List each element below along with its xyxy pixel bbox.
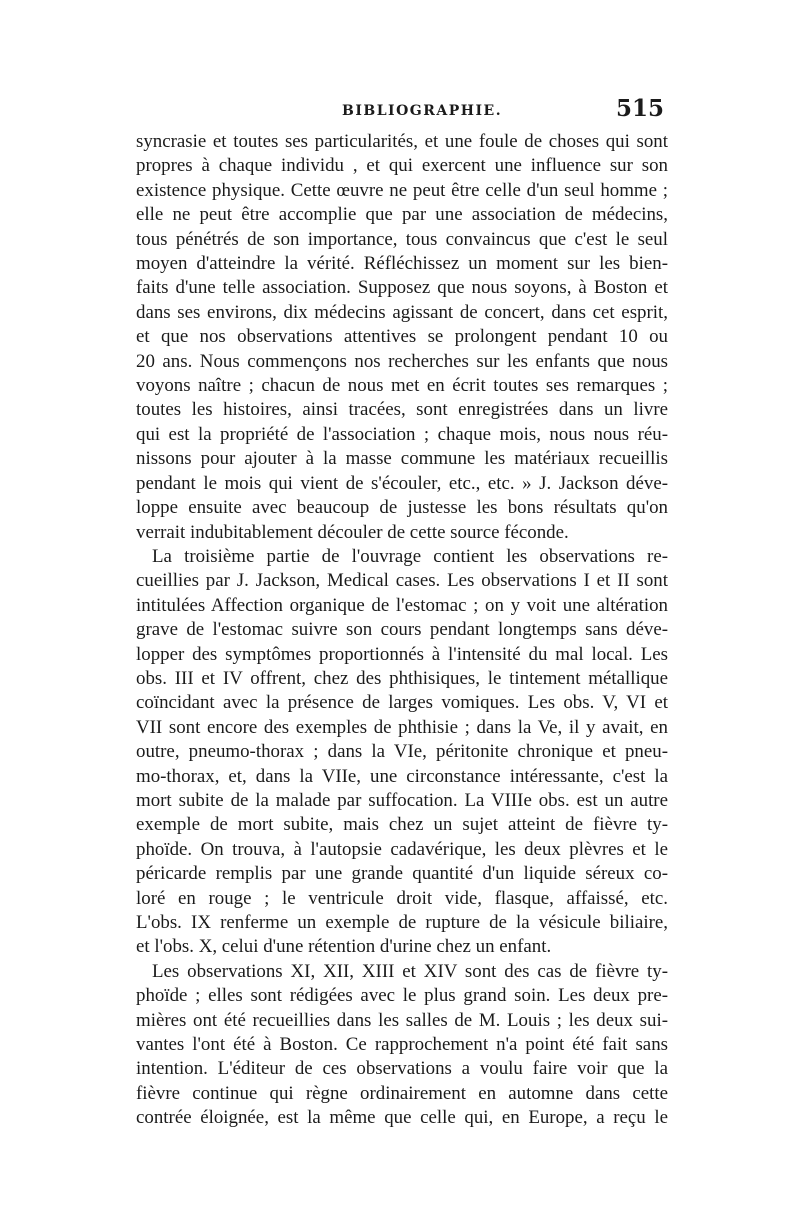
paragraph-3 [136,960,668,1131]
text-line: syncrasie et toutes ses particularités, et une foule de choses qui sont [136,131,668,152]
text-line: fièvre continue qui règne ordinairement en automne dans cette [136,1082,668,1104]
text-line: exemple de mort subite, mais chez un sujet atteint de fièvre ty- [136,814,668,836]
page-number: 515 [615,95,664,122]
text-line: loppe ensuite avec beaucoup de justesse les bons résultats qu'on [136,497,668,519]
text-line: vantes l'ont été à Boston. Ce rapprochement n'a point été fait sans [136,1034,668,1056]
text-line: qui est la propriété de l'association ; chaque mois, nous nous réu- [136,423,668,445]
text-line: et l'obs. X, celui d'une rétention d'urine chez un enfant. [136,936,552,958]
text-line: propres à chaque individu , et qui exercent une influence sur son [136,155,668,177]
text-line: La troisième partie de l'ouvrage contient les observations re- [152,545,668,567]
text-line: contrée éloignée, est la même que celle qui, en Europe, a reçu le [136,1107,668,1129]
text-line: existence physique. Cette œuvre ne peut être celle d'un seul homme ; [136,179,668,201]
text-line: phoïde ; elles sont rédigées avec le plus grand soin. Les deux pre- [136,985,668,1007]
text-line: mort subite de la malade par suffocation. La VIIIe obs. est un autre [136,789,668,811]
text-line: loré en rouge ; le ventricule droit vide, flasque, affaissé, etc. [136,887,668,909]
text-line: intention. L'éditeur de ces observations a voulu faire voir que la [136,1058,668,1080]
text-line: L'obs. IX renferme un exemple de rupture de la vésicule biliaire, [136,912,668,933]
text-line: coïncidant avec la présence de larges vomiques. Les obs. V, VI et [136,692,668,714]
text-line: moyen d'atteindre la vérité. Réfléchissez un moment sur les bien- [136,253,668,275]
text-line: VII sont encore des exemples de phthisie ; dans la Ve, il y avait, en [136,716,668,738]
page-header [136,95,666,127]
text-line: toutes les histoires, ainsi tracées, sont enregistrées dans un livre [136,399,668,421]
text-line: cueillies par J. Jackson, Medical cases. Les observations I et II sont [136,570,668,592]
paragraph-2 [136,545,668,960]
text-line: 20 ans. Nous commençons nos recherches sur les enfants que nous [136,350,668,372]
text-line: lopper des symptômes proportionnés à l'intensité du mal local. Les [136,643,668,665]
body-text [136,130,668,1131]
running-head: BIBLIOGRAPHIE. [342,103,503,119]
text-line: intitulées Affection organique de l'estomac ; on y voit une altération [136,594,668,616]
text-line: dans ses environs, dix médecins agissant de concert, dans cet esprit, [136,301,668,323]
text-line: grave de l'estomac suivre son cours pendant longtemps sans déve- [136,619,668,641]
text-line: mo-thorax, et, dans la VIIe, une circonstance intéressante, c'est la [136,765,668,787]
text-line: péricarde remplis par une grande quantité d'un liquide séreux co- [136,863,668,885]
text-line: pendant le mois qui vient de s'écouler, etc., etc. » J. Jackson déve- [136,472,668,494]
text-line: elle ne peut être accomplie que par une association de médecins, [136,204,668,226]
text-line: nissons pour ajouter à la masse commune les matériaux recueillis [136,448,668,470]
text-line: obs. III et IV offrent, chez des phthisiques, le tintement métallique [136,667,668,689]
paragraph-1 [136,130,668,545]
text-line: voyons naître ; chacun de nous met en écrit toutes ses remarques ; [136,375,668,397]
text-line: tous pénétrés de son importance, tous convaincus que c'est le seul [136,228,668,250]
text-line: outre, pneumo-thorax ; dans la VIe, péritonite chronique et pneu- [136,741,668,763]
text-line: et que nos observations attentives se prolongent pendant 10 ou [136,326,668,348]
text-line: mières ont été recueillies dans les salles de M. Louis ; les deux sui- [136,1009,668,1031]
text-line: Les observations XI, XII, XIII et XIV sont des cas de fièvre ty- [152,960,668,982]
text-line: verrait indubitablement découler de cette source féconde. [136,521,569,543]
text-line: phoïde. On trouva, à l'autopsie cadavérique, les deux plèvres et le [136,838,668,860]
text-line: faits d'une telle association. Supposez que nous soyons, à Boston et [136,277,668,299]
